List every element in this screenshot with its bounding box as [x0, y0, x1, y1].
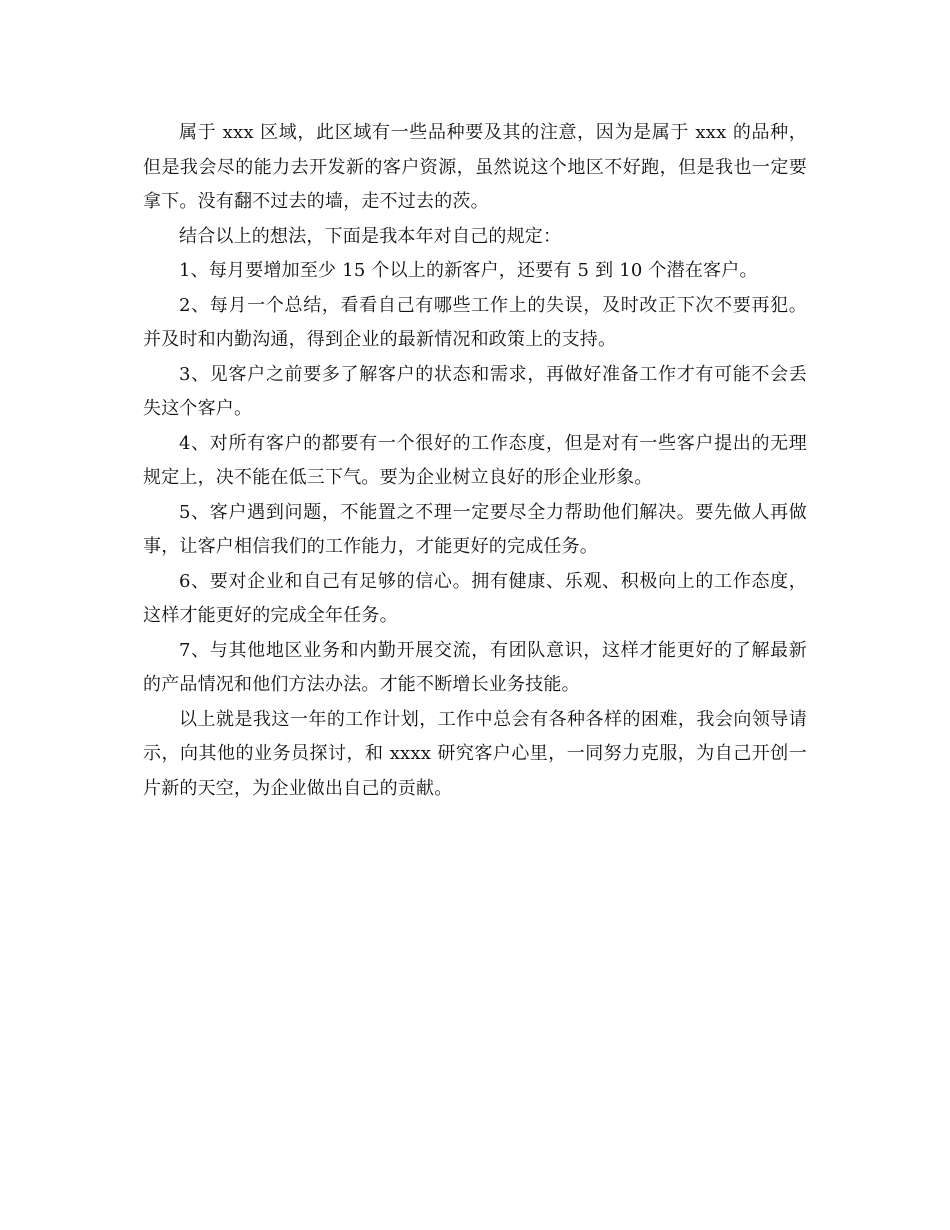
document-body [143, 116, 807, 806]
paragraph-item-4: 4、对所有客户的都要有一个很好的工作态度，但是对有一些客户提出的无理规定上，决不能在低三下气。要为企业树立良好的形企业形象。 [143, 432, 807, 488]
paragraph-item-6: 6、要对企业和自己有足够的信心。拥有健康、乐观、积极向上的工作态度，这样才能更好的完成全年任务。 [143, 570, 807, 626]
paragraph-summary-lead: 结合以上的想法，下面是我本年对自己的规定： [179, 225, 562, 247]
paragraph-item-5: 5、客户遇到问题，不能置之不理一定要尽全力帮助他们解决。要先做人再做事，让客户相信我们的工作能力，才能更好的完成任务。 [143, 501, 807, 557]
paragraph-intro: 属于 xxx 区域，此区域有一些品种要及其的注意，因为是属于 xxx 的品种，但是我会尽的能力去开发新的客户资源，虽然说这个地区不好跑，但是我也一定要拿下。没有翻不过去的墙，走不过去的茨。 [143, 122, 807, 212]
paragraph-conclusion: 以上就是我这一年的工作计划，工作中总会有各种各样的困难，我会向领导请示，向其他的业务员探讨，和 xxxx 研究客户心里，一同努力克服，为自己开创一片新的天空，为企业做出自己的贡献。 [143, 708, 807, 799]
paragraph-item-2: 2、每月一个总结，看看自己有哪些工作上的失误，及时改正下次不要再犯。并及时和内勤沟通，得到企业的最新情况和政策上的支持。 [143, 294, 807, 350]
paragraph-item-7: 7、与其他地区业务和内勤开展交流，有团队意识，这样才能更好的了解最新的产品情况和他们方法办法。才能不断增长业务技能。 [143, 639, 807, 695]
paragraph-item-1: 1、每月要增加至少 15 个以上的新客户，还要有 5 到 10 个潜在客户。 [179, 260, 758, 281]
paragraph-item-3: 3、见客户之前要多了解客户的状态和需求，再做好准备工作才有可能不会丢失这个客户。 [143, 363, 807, 419]
